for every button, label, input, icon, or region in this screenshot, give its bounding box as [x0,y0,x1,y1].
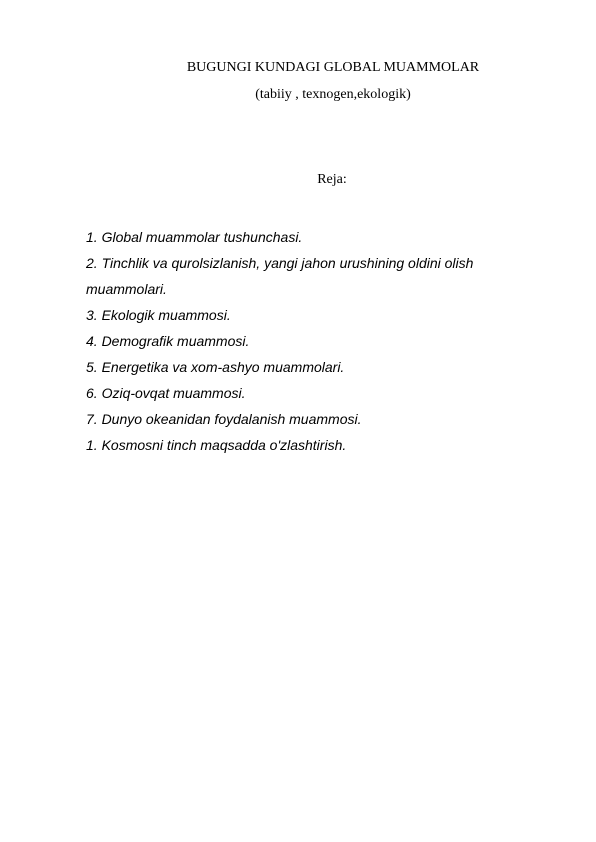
plan-item-7: 7. Dunyo okeanidan foydalanish muammosi. [86,411,362,427]
plan-heading: Reja: [317,172,347,187]
plan-item-1: 1. Global muammolar tushunchasi. [86,229,303,245]
plan-item-8: 1. Kosmosni tinch maqsadda o'zlashtirish. [86,437,347,453]
plan-item-3: 3. Ekologik muammosi. [86,307,231,323]
plan-item-6: 6. Oziq-ovqat muammosi. [86,385,246,401]
document-title: BUGUNGI KUNDAGI GLOBAL MUAMMOLAR [186,60,480,75]
plan-list [86,224,526,458]
document-subtitle: (tabiiy , texnogen,ekologik) [255,87,411,102]
plan-item-2: 2. Tinchlik va qurolsizlanish, yangi jahon urushining oldini olish muammolari. [86,255,474,297]
plan-item-5: 5. Energetika va xom-ashyo muammolari. [86,359,345,375]
plan-item-4: 4. Demografik muammosi. [86,333,250,349]
